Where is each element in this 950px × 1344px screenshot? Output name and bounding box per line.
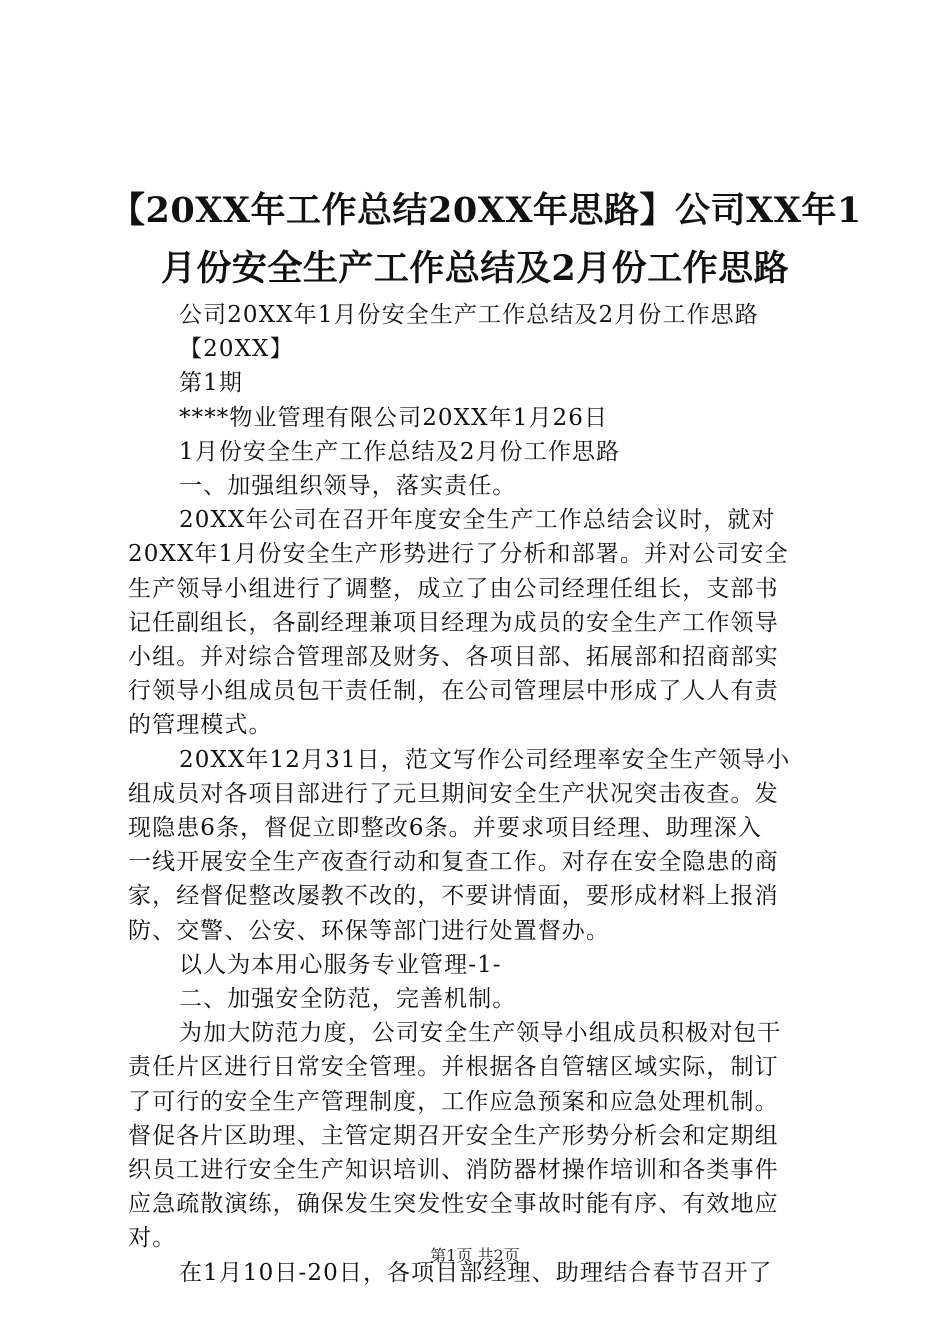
body-line: ****物业管理有限公司20XX年1月26日 (179, 404, 609, 431)
body-line: 一线开展安全生产夜查行动和复查工作。对存在安全隐患的商 (128, 849, 779, 876)
body-line: 为加大防范力度，公司安全生产领导小组成员积极对包干 (179, 1020, 782, 1047)
body-line: 一、加强组织领导，落实责任。 (179, 473, 517, 500)
body-line: 公司20XX年1月份安全生产工作总结及2月份工作思路 (179, 302, 759, 328)
body-line: 记任副组长，各副经理兼项目经理为成员的安全生产工作领导 (128, 609, 779, 636)
document-title (110, 182, 862, 298)
body-line: 防、交警、公安、环保等部门进行处置督办。 (128, 917, 610, 944)
body-line: 组成员对各项目部进行了元旦期间安全生产状况突击夜查。发 (128, 780, 779, 807)
body-line: 20XX年公司在召开年度安全生产工作总结会议时，就对 (179, 507, 776, 534)
body-line: 20XX年1月份安全生产形势进行了分析和部署。并对公司安全 (128, 541, 789, 568)
body-line: 应急疏散演练，确保发生突发性安全事故时能有序、有效地应 (128, 1191, 779, 1218)
body-line: 织员工进行安全生产知识培训、消防器材操作培训和各类事件 (128, 1157, 779, 1184)
body-line: 二、加强安全防范，完善机制。 (179, 986, 517, 1013)
body-line: 家，经督促整改屡教不改的，不要讲情面，要形成材料上报消 (128, 883, 779, 910)
body-line: 1月份安全生产工作总结及2月份工作思路 (179, 438, 621, 465)
body-line: 的管理模式。 (128, 712, 273, 739)
body-line: 现隐患6条，督促立即整改6条。并要求项目经理、助理深入 (128, 815, 762, 842)
body-line: 20XX年12月31日，范文写作公司经理率安全生产领导小 (179, 746, 791, 773)
body-line: 了可行的安全生产管理制度，工作应急预案和应急处理机制。 (128, 1088, 779, 1115)
title-line-1: 【20XX年工作总结20XX年思路】公司XX年1 (110, 190, 862, 231)
body-line: 【20XX】 (179, 336, 294, 363)
body-line: 以人为本用心服务专业管理-1- (179, 951, 502, 978)
body-line: 督促各片区助理、主管定期召开安全生产形势分析会和定期组 (128, 1122, 779, 1149)
page-footer: 第1页 共2页 (430, 1246, 520, 1265)
body-line: 对。 (128, 1225, 177, 1252)
body-line: 行领导小组成员包干责任制，在公司管理层中形成了人人有责 (128, 678, 779, 705)
title-line-2: 月份安全生产工作总结及2月份工作思路 (160, 248, 790, 289)
body-line: 生产领导小组进行了调整，成立了由公司经理任组长，支部书 (128, 575, 779, 602)
body-line: 责任片区进行日常安全管理。并根据各自管辖区域实际，制订 (128, 1054, 779, 1081)
body-line: 第1期 (179, 370, 243, 397)
body-line: 小组。并对综合管理部及财务、各项目部、拓展部和招商部实 (128, 644, 779, 671)
body-line: 在1月10日-20日，各项目部经理、助理结合春节召开了 (179, 1259, 773, 1286)
document-body (128, 298, 828, 1290)
